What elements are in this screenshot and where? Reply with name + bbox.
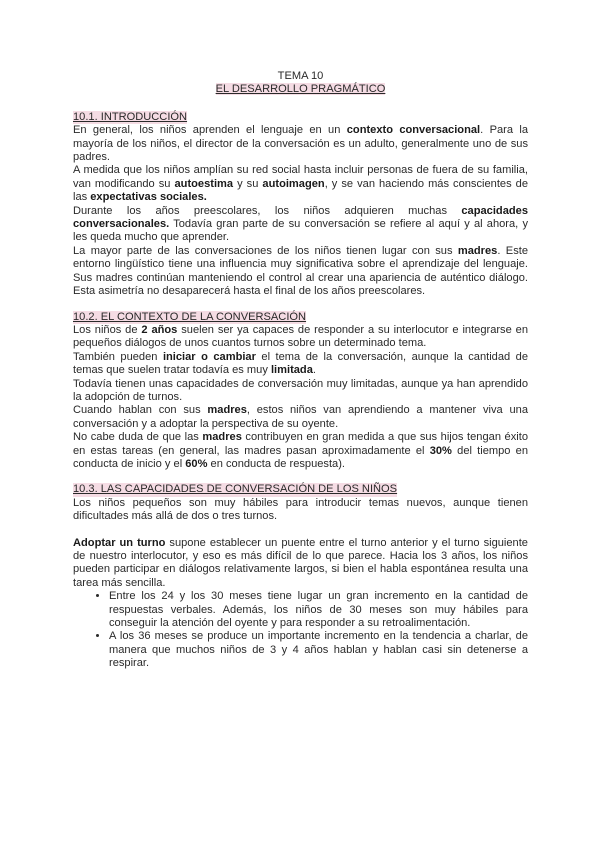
list-item: • A los 36 meses se produce un importante incremento en la tendencia a charlar, de manera que muchos niños de 3 y 4 años hablan y hablan casi sin detenerse a respirar. — [109, 630, 528, 670]
bold-text: 2 años — [141, 323, 178, 336]
section-introduccion — [73, 111, 528, 299]
section-capacidades — [73, 483, 528, 670]
text: y su — [233, 177, 263, 190]
list-item: • Entre los 24 y los 30 meses tiene lugar un gran incremento en la cantidad de respuestas verbales. Además, los niños de 30 meses son muy hábiles para conseguir la atención del oyente y para responder a su retroalimentación. — [109, 590, 528, 630]
spacer — [73, 524, 528, 537]
text: contribuyen en gran medida a que sus hijos tengan éxito en estas tareas (en general, las madres pasan aproximadamente el — [73, 431, 528, 457]
paragraph — [73, 537, 528, 591]
paragraph — [73, 245, 528, 299]
text: Durante los años preescolares, los niños adquieren muchas — [73, 204, 462, 217]
bold-text: contexto conversacional — [346, 124, 481, 137]
bold-text: autoestima — [174, 177, 234, 190]
bold-text: 30% — [429, 444, 452, 457]
text: También pueden — [73, 350, 163, 363]
paragraph — [73, 431, 528, 471]
text: del tiempo en conducta de inicio y el — [73, 444, 528, 470]
section-heading: 10.2. EL CONTEXTO DE LA CONVERSACIÓN — [73, 310, 307, 323]
text: . Este entorno lingüístico tiene una influencia muy significativa sobre el aprendizaje del lenguaje. Sus madres continúan manteniendo el control al crear una apariencia de auténtico diálogo. Esta asimetría no desaparecerá hasta el final de los años preescolares. — [73, 244, 528, 298]
document-title — [73, 70, 528, 97]
paragraph — [73, 164, 528, 204]
bold-text: Adoptar un turno — [73, 536, 166, 549]
section-heading: 10.1. INTRODUCCIÓN — [73, 110, 188, 123]
text: supone establecer un puente entre el turno anterior y el turno siguiente de nuestro interlocutor, y eso es más difícil de lo que parece. Hacia los 3 años, los niños pueden participar en diálogos relativamente largos, si bien el habla espontánea resulta una tarea más sencilla. — [73, 536, 528, 589]
section-heading: 10.3. LAS CAPACIDADES DE CONVERSACIÓN DE LOS NIÑOS — [73, 483, 398, 496]
bold-text: capacidades conversacionales. — [73, 204, 528, 231]
text: La mayor parte de las conversaciones de los niños tienen lugar con sus — [73, 244, 458, 257]
paragraph: Los niños pequeños son muy hábiles para introducir temas nuevos, aunque tienen dificultades más allá de dos o tres turnos. — [73, 496, 528, 523]
bold-text: 60% — [185, 457, 208, 470]
paragraph — [73, 404, 528, 431]
text: A medida que los niños amplían su red social hasta incluir personas de fuera de su familia, van modificando su — [73, 164, 528, 190]
tema-number: TEMA 10 — [277, 70, 324, 82]
bold-text: madres — [202, 431, 242, 444]
text: . Para la mayoría de los niños, el director de la conversación es un adulto, generalmente uno de sus padres. — [73, 124, 528, 164]
section-contexto — [73, 311, 528, 472]
bold-text: madres — [207, 404, 247, 417]
bold-text: iniciar o cambiar — [162, 350, 256, 363]
text: Los niños de — [73, 323, 142, 336]
text: No cabe duda de que las — [73, 431, 203, 444]
paragraph — [73, 124, 528, 164]
text: el tema de la conversación, aunque la cantidad de temas que suelen tratar todavía es muy — [73, 350, 528, 377]
text: En general, los niños aprenden el lenguaje en un — [73, 124, 347, 137]
bold-text: autoimagen — [262, 177, 325, 190]
text: en conducta de respuesta). — [207, 457, 345, 470]
paragraph — [73, 324, 528, 351]
paragraph: Todavía tienen unas capacidades de conversación muy limitadas, aunque ya han aprendido la adopción de turnos. — [73, 377, 528, 403]
bold-text: limitada — [270, 364, 313, 377]
paragraph — [73, 205, 528, 245]
tema-title: EL DESARROLLO PRAGMÁTICO — [215, 83, 386, 96]
text: , y se van haciendo más conscientes de las — [73, 177, 528, 204]
paragraph — [73, 351, 528, 378]
text: Cuando hablan con sus — [73, 404, 208, 417]
text: Todavía gran parte de su conversación se refiere al aquí y al ahora, y les queda mucho que aprender. — [73, 218, 528, 244]
text: , estos niños van aprendiendo a mantener viva una conversación y a adoptar la perspectiva de su oyente. — [73, 404, 528, 430]
bold-text: expectativas sociales. — [90, 191, 207, 204]
text: . — [312, 364, 316, 377]
text: suelen ser ya capaces de responder a su interlocutor e integrarse en pequeños diálogos de unos cuantos turnos sobre un determinado tema. — [73, 323, 528, 350]
bullet-list — [73, 590, 528, 670]
bold-text: madres — [457, 244, 498, 257]
